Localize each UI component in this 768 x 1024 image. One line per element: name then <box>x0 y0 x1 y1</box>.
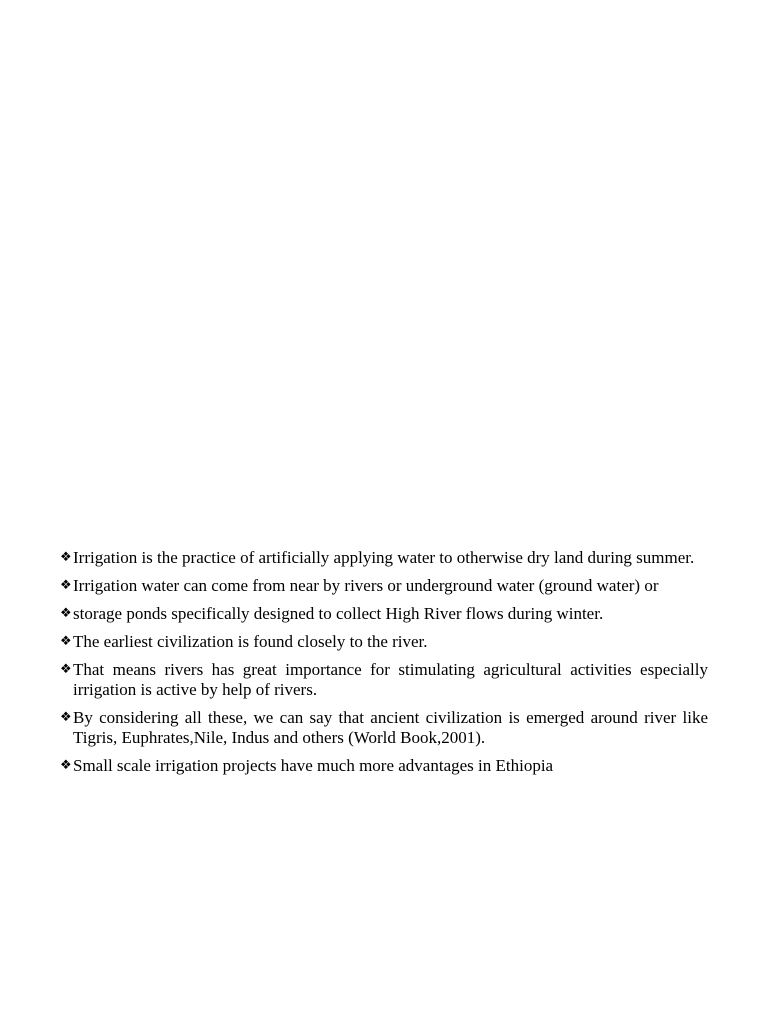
diamond-bullet-icon: ❖ <box>60 550 72 565</box>
list-item <box>60 708 708 748</box>
list-item <box>60 548 708 568</box>
diamond-bullet-icon: ❖ <box>60 662 72 677</box>
bullet-list <box>60 548 708 784</box>
list-item <box>60 660 708 700</box>
diamond-bullet-icon: ❖ <box>60 634 72 649</box>
list-item-text: storage ponds specifically designed to collect High River flows during winter. <box>73 604 604 623</box>
list-item-text: The earliest civilization is found closely to the river. <box>73 632 428 651</box>
diamond-bullet-icon: ❖ <box>60 758 72 773</box>
list-item <box>60 576 708 596</box>
list-item-text: Irrigation is the practice of artificially applying water to otherwise dry land during summer. <box>73 548 695 567</box>
diamond-bullet-icon: ❖ <box>60 710 72 725</box>
list-item-text: Irrigation water can come from near by rivers or underground water (ground water) or <box>73 576 659 595</box>
list-item-text: That means rivers has great importance for stimulating agricultural activities especially irrigation is active by help of rivers. <box>73 660 708 699</box>
list-item-text: Small scale irrigation projects have much more advantages in Ethiopia <box>73 756 554 775</box>
diamond-bullet-icon: ❖ <box>60 606 72 621</box>
list-item <box>60 604 708 624</box>
list-item <box>60 756 708 776</box>
diamond-bullet-icon: ❖ <box>60 578 72 593</box>
list-item-text: By considering all these, we can say that ancient civilization is emerged around river like Tigris, Euphrates,Nile, Indus and others (World Book,2001). <box>73 708 708 747</box>
list-item <box>60 632 708 652</box>
